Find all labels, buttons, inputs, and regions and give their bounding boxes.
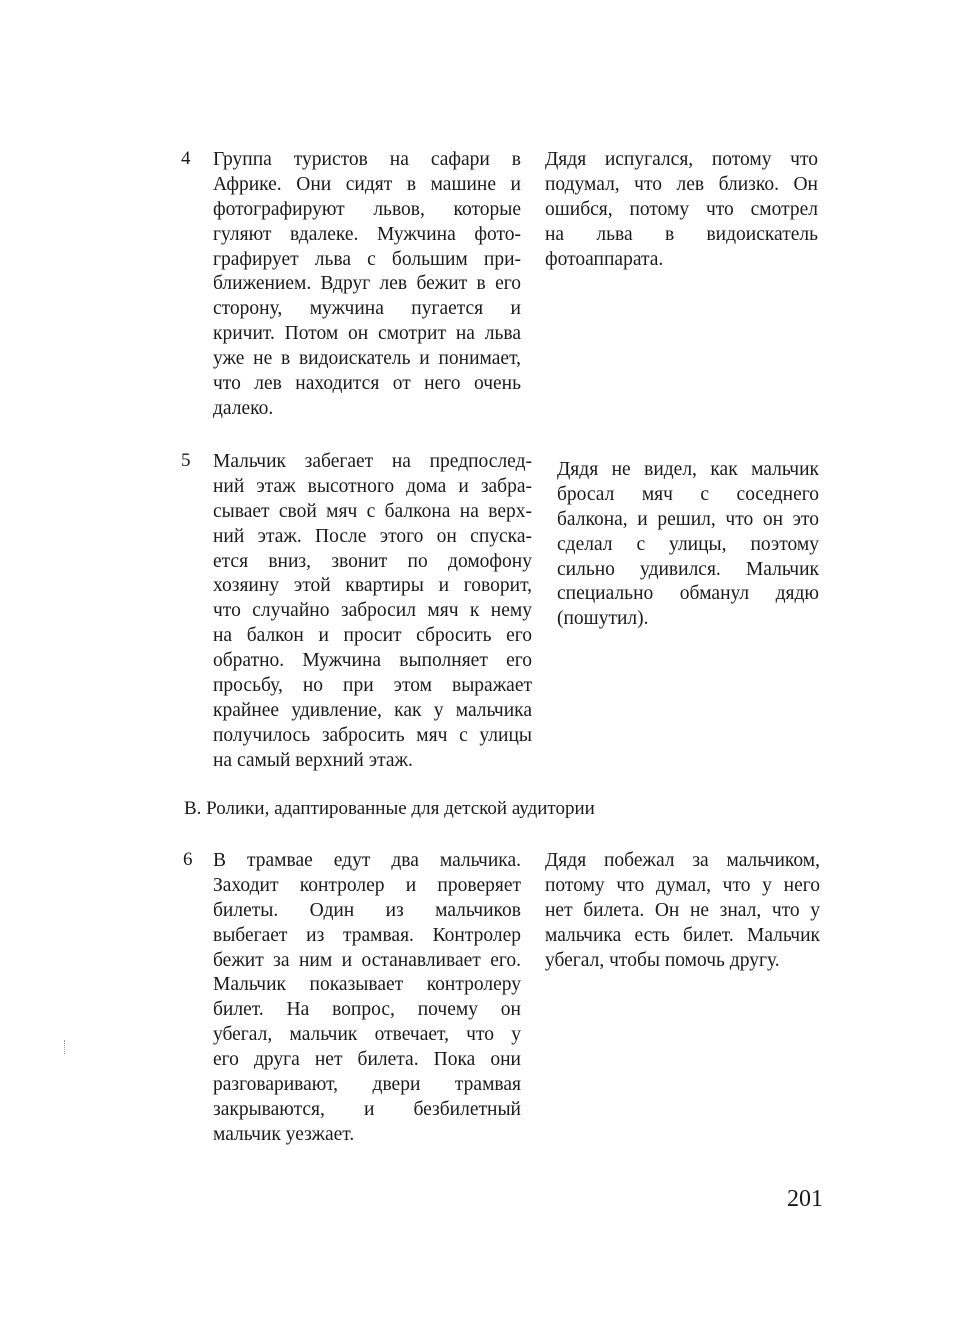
situation-line: гуляют вдалеке. Мужчина фото- xyxy=(213,223,521,245)
item-5-explanation xyxy=(557,458,819,632)
item-4-explanation xyxy=(545,148,818,272)
situation-line: что случайно забросил мяч к нему xyxy=(213,600,532,622)
explanation-line: бросал мяч с соседнего xyxy=(557,483,819,505)
situation-line: получилось забросить мяч с улицы xyxy=(213,724,532,746)
situation-line: фотографируют львов, которые xyxy=(213,198,521,220)
situation-line: Группа туристов на сафари в xyxy=(213,149,521,170)
situation-line: ется вниз, звонит по домофону xyxy=(213,550,532,572)
explanation-line: убегал, чтобы помочь другу. xyxy=(545,949,780,971)
explanation-line: балкона, и решил, что он это xyxy=(557,508,819,530)
situation-line: крайнее удивление, как у мальчика xyxy=(213,699,532,721)
situation-line: Заходит контролер и проверяет xyxy=(213,874,521,896)
situation-line: бежит за ним и останавливает его. xyxy=(213,949,521,971)
situation-line: билеты. Один из мальчиков xyxy=(213,899,521,921)
situation-line: убегал, мальчик отвечает, что у xyxy=(213,1024,521,1046)
explanation-line: на льва в видоискатель xyxy=(545,223,818,245)
explanation-line: потому что думал, что у него xyxy=(545,874,820,896)
situation-line: билет. На вопрос, почему он xyxy=(213,999,521,1021)
situation-line: мальчик уезжает. xyxy=(213,1123,355,1145)
item-6-explanation xyxy=(545,849,820,973)
explanation-line: Дядя побежал за мальчиком, xyxy=(545,850,820,871)
explanation-line: специально обманул дядю xyxy=(557,583,819,605)
section-heading: B. Ролики, адаптированные для детской аудитории xyxy=(184,798,595,819)
situation-line: его друга нет билета. Пока они xyxy=(213,1049,521,1071)
scan-artifact xyxy=(64,1040,67,1054)
item-4-situation xyxy=(213,148,521,422)
item-6-situation xyxy=(213,849,521,1148)
situation-line: уже не в видоискатель и понимает, xyxy=(213,348,521,370)
explanation-line: сделал с улицы, поэтому xyxy=(557,533,819,555)
situation-line: обратно. Мужчина выполняет его xyxy=(213,650,532,672)
situation-line: Мальчик забегает на предпослед- xyxy=(213,451,532,472)
item-number: 5 xyxy=(181,450,191,471)
explanation-line: (пошутил). xyxy=(557,608,649,630)
situation-line: ний этаж высотного дома и забра- xyxy=(213,475,532,497)
situation-line: выбегает из трамвая. Контролер xyxy=(213,924,521,946)
situation-line: Африке. Они сидят в машине и xyxy=(213,173,521,195)
explanation-line: нет билета. Он не знал, что у xyxy=(545,899,820,921)
page-number: 201 xyxy=(787,1186,823,1212)
explanation-line: фотоаппарата. xyxy=(545,248,664,270)
situation-line: разговаривают, двери трамвая xyxy=(213,1074,521,1096)
situation-line: графирует льва с большим при- xyxy=(213,248,521,270)
item-number: 4 xyxy=(181,148,191,169)
situation-line: далеко. xyxy=(213,397,274,419)
situation-line: кричит. Потом он смотрит на льва xyxy=(213,323,521,345)
situation-line: на балкон и просит сбросить его xyxy=(213,625,532,647)
situation-line: на самый верхний этаж. xyxy=(213,749,413,771)
situation-line: что лев находится от него очень xyxy=(213,373,521,395)
situation-line: Мальчик показывает контролеру xyxy=(213,974,521,996)
explanation-line: мальчика есть билет. Мальчик xyxy=(545,924,820,946)
situation-line: просьбу, но при этом выражает xyxy=(213,675,532,697)
explanation-line: Дядя испугался, потому что xyxy=(545,149,818,170)
explanation-line: подумал, что лев близко. Он xyxy=(545,173,818,195)
item-number: 6 xyxy=(183,849,193,870)
situation-line: В трамвае едут два мальчика. xyxy=(213,850,521,871)
situation-line: сторону, мужчина пугается и xyxy=(213,298,521,320)
item-5-situation xyxy=(213,450,532,774)
explanation-line: сильно удивился. Мальчик xyxy=(557,558,819,580)
situation-line: ний этаж. После этого он спуска- xyxy=(213,525,532,547)
situation-line: хозяину этой квартиры и говорит, xyxy=(213,575,532,597)
situation-line: закрываются, и безбилетный xyxy=(213,1098,521,1120)
situation-line: сывает свой мяч с балкона на верх- xyxy=(213,500,532,522)
explanation-line: ошибся, потому что смотрел xyxy=(545,198,818,220)
situation-line: ближением. Вдруг лев бежит в его xyxy=(213,273,521,295)
explanation-line: Дядя не видел, как мальчик xyxy=(557,459,819,480)
